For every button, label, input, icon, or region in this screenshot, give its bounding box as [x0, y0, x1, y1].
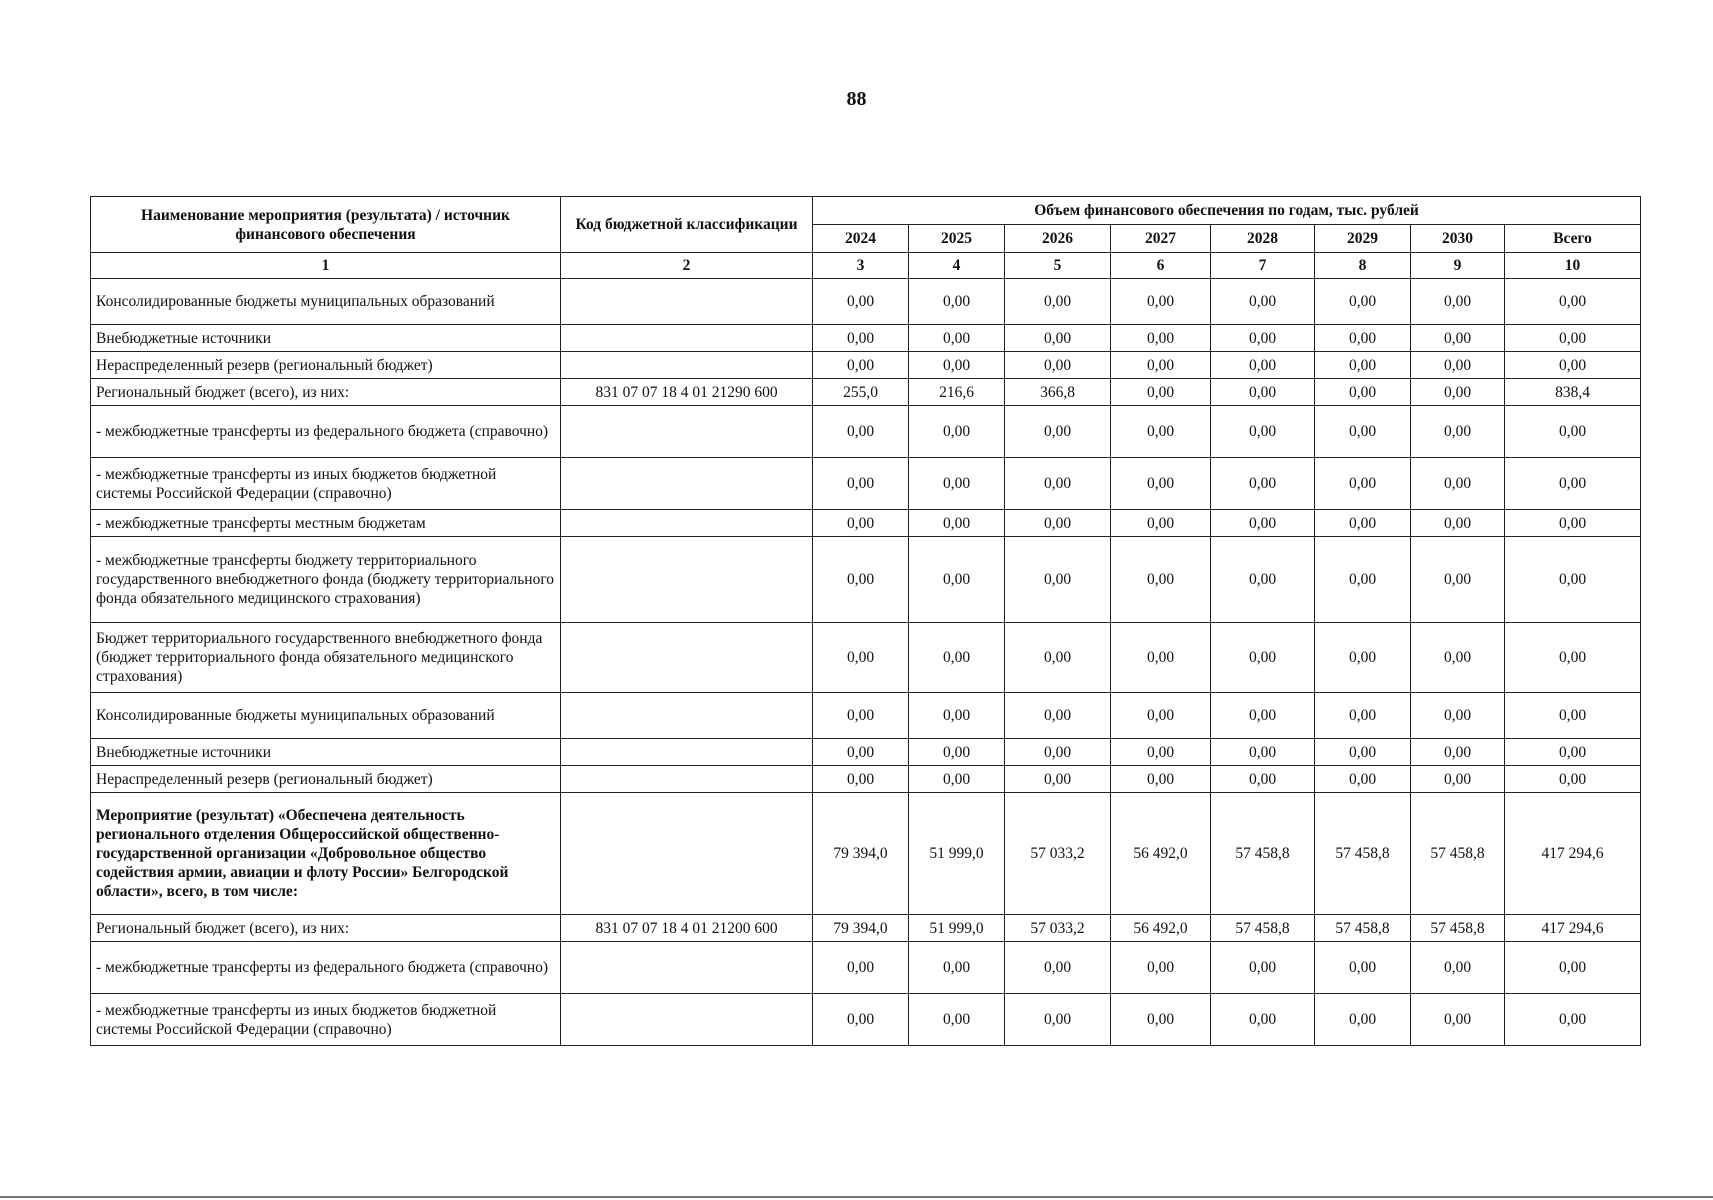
- column-number-cell: 2: [561, 253, 813, 279]
- column-number-cell: 1: [91, 253, 561, 279]
- row-value-cell: 0,00: [1315, 623, 1411, 693]
- row-value-cell: 0,00: [813, 510, 909, 537]
- table-row: [91, 406, 1641, 458]
- row-value-cell: 838,4: [1505, 379, 1641, 406]
- row-name-cell: - межбюджетные трансферты из федерального бюджета (справочно): [91, 406, 561, 458]
- row-value-cell: 0,00: [1505, 623, 1641, 693]
- row-code-cell: [561, 510, 813, 537]
- column-number-cell: 7: [1211, 253, 1315, 279]
- row-name-cell: Бюджет территориального государственного внебюджетного фонда (бюджет территориального фонда обязательного медицинского страхования): [91, 623, 561, 693]
- row-value-cell: 0,00: [1211, 352, 1315, 379]
- row-value-cell: 0,00: [1411, 325, 1505, 352]
- row-value-cell: 0,00: [1005, 537, 1111, 623]
- row-value-cell: 57 033,2: [1005, 915, 1111, 942]
- row-value-cell: 57 033,2: [1005, 793, 1111, 915]
- row-value-cell: 0,00: [1005, 623, 1111, 693]
- row-value-cell: 56 492,0: [1111, 793, 1211, 915]
- header-name-column: Наименование мероприятия (результата) / источник финансового обеспечения: [91, 197, 561, 253]
- row-value-cell: 0,00: [1211, 510, 1315, 537]
- row-value-cell: 0,00: [1411, 352, 1505, 379]
- row-value-cell: 0,00: [1111, 279, 1211, 325]
- row-name-cell: - межбюджетные трансферты из федерального бюджета (справочно): [91, 942, 561, 994]
- row-value-cell: 0,00: [909, 994, 1005, 1046]
- table-body: [91, 279, 1641, 1046]
- row-value-cell: 0,00: [1211, 458, 1315, 510]
- row-value-cell: 0,00: [1315, 994, 1411, 1046]
- row-value-cell: 0,00: [1111, 406, 1211, 458]
- row-code-cell: [561, 279, 813, 325]
- row-value-cell: 57 458,8: [1211, 915, 1315, 942]
- row-value-cell: 0,00: [813, 942, 909, 994]
- table-row: [91, 537, 1641, 623]
- row-value-cell: 0,00: [1315, 537, 1411, 623]
- table-row: [91, 942, 1641, 994]
- row-value-cell: 0,00: [1211, 994, 1315, 1046]
- row-value-cell: 0,00: [1111, 325, 1211, 352]
- row-name-cell: Консолидированные бюджеты муниципальных образований: [91, 279, 561, 325]
- row-value-cell: 57 458,8: [1411, 793, 1505, 915]
- row-name-cell: Внебюджетные источники: [91, 325, 561, 352]
- row-value-cell: 0,00: [1411, 379, 1505, 406]
- row-code-cell: [561, 793, 813, 915]
- row-value-cell: 0,00: [1111, 942, 1211, 994]
- row-code-cell: [561, 325, 813, 352]
- table-row: [91, 458, 1641, 510]
- row-value-cell: 0,00: [1505, 458, 1641, 510]
- row-name-cell: Консолидированные бюджеты муниципальных образований: [91, 693, 561, 739]
- page-number: 88: [846, 88, 867, 110]
- row-code-cell: 831 07 07 18 4 01 21290 600: [561, 379, 813, 406]
- row-value-cell: 0,00: [1211, 739, 1315, 766]
- column-number-cell: 10: [1505, 253, 1641, 279]
- row-value-cell: 0,00: [909, 537, 1005, 623]
- row-value-cell: 0,00: [1111, 623, 1211, 693]
- row-value-cell: 0,00: [1111, 379, 1211, 406]
- row-name-cell: Внебюджетные источники: [91, 739, 561, 766]
- row-value-cell: 0,00: [909, 352, 1005, 379]
- row-value-cell: 79 394,0: [813, 915, 909, 942]
- row-value-cell: 0,00: [813, 766, 909, 793]
- header-volume-column: Объем финансового обеспечения по годам, тыс. рублей: [813, 197, 1641, 225]
- row-code-cell: [561, 994, 813, 1046]
- row-value-cell: 0,00: [1411, 406, 1505, 458]
- row-value-cell: 0,00: [813, 458, 909, 510]
- row-value-cell: 79 394,0: [813, 793, 909, 915]
- row-value-cell: 0,00: [909, 766, 1005, 793]
- row-value-cell: 0,00: [909, 942, 1005, 994]
- table-row: [91, 623, 1641, 693]
- row-code-cell: [561, 623, 813, 693]
- row-value-cell: 0,00: [1411, 537, 1505, 623]
- row-value-cell: 0,00: [1111, 510, 1211, 537]
- row-value-cell: 0,00: [1111, 739, 1211, 766]
- row-value-cell: 0,00: [909, 739, 1005, 766]
- header-year-cell: 2028: [1211, 225, 1315, 253]
- header-year-cell: 2030: [1411, 225, 1505, 253]
- row-value-cell: 0,00: [1111, 994, 1211, 1046]
- table-row: [91, 279, 1641, 325]
- row-value-cell: 0,00: [1411, 510, 1505, 537]
- row-value-cell: 0,00: [1505, 510, 1641, 537]
- column-number-cell: 9: [1411, 253, 1505, 279]
- row-value-cell: 0,00: [1005, 279, 1111, 325]
- row-value-cell: 0,00: [1211, 279, 1315, 325]
- row-value-cell: 56 492,0: [1111, 915, 1211, 942]
- row-value-cell: 0,00: [1315, 406, 1411, 458]
- row-value-cell: 0,00: [1111, 458, 1211, 510]
- header-year-cell: 2029: [1315, 225, 1411, 253]
- row-code-cell: 831 07 07 18 4 01 21200 600: [561, 915, 813, 942]
- row-value-cell: 0,00: [1005, 458, 1111, 510]
- row-value-cell: 0,00: [1411, 766, 1505, 793]
- table-row: [91, 766, 1641, 793]
- row-value-cell: 0,00: [1315, 325, 1411, 352]
- table-row: [91, 793, 1641, 915]
- row-value-cell: 417 294,6: [1505, 915, 1641, 942]
- page-edge-divider: [0, 1196, 1713, 1198]
- row-value-cell: 51 999,0: [909, 793, 1005, 915]
- row-name-cell: - межбюджетные трансферты из иных бюджетов бюджетной системы Российской Федерации (справочно): [91, 994, 561, 1046]
- row-value-cell: 0,00: [813, 325, 909, 352]
- row-value-cell: 51 999,0: [909, 915, 1005, 942]
- row-value-cell: 0,00: [909, 458, 1005, 510]
- row-value-cell: 0,00: [1315, 942, 1411, 994]
- row-value-cell: 0,00: [1315, 379, 1411, 406]
- row-value-cell: 417 294,6: [1505, 793, 1641, 915]
- row-value-cell: 0,00: [813, 352, 909, 379]
- row-value-cell: 0,00: [813, 994, 909, 1046]
- row-value-cell: 0,00: [813, 279, 909, 325]
- row-value-cell: 0,00: [909, 406, 1005, 458]
- row-value-cell: 0,00: [909, 623, 1005, 693]
- row-value-cell: 57 458,8: [1315, 793, 1411, 915]
- row-value-cell: 0,00: [1315, 279, 1411, 325]
- row-name-cell: Нераспределенный резерв (региональный бюджет): [91, 766, 561, 793]
- row-value-cell: 0,00: [1411, 458, 1505, 510]
- row-value-cell: 0,00: [1505, 537, 1641, 623]
- budget-table: [90, 196, 1641, 1046]
- row-value-cell: 0,00: [1111, 693, 1211, 739]
- table-row: [91, 915, 1641, 942]
- row-value-cell: 0,00: [1211, 942, 1315, 994]
- row-value-cell: 0,00: [1211, 693, 1315, 739]
- row-value-cell: 0,00: [1411, 623, 1505, 693]
- row-value-cell: 0,00: [1111, 537, 1211, 623]
- row-value-cell: 0,00: [1505, 766, 1641, 793]
- row-name-cell: Нераспределенный резерв (региональный бюджет): [91, 352, 561, 379]
- row-value-cell: 0,00: [1411, 739, 1505, 766]
- header-year-cell: 2024: [813, 225, 909, 253]
- row-value-cell: 0,00: [1005, 994, 1111, 1046]
- row-value-cell: 0,00: [1505, 693, 1641, 739]
- header-year-cell: Всего: [1505, 225, 1641, 253]
- table-row: [91, 379, 1641, 406]
- row-value-cell: 0,00: [1005, 693, 1111, 739]
- row-name-cell: Региональный бюджет (всего), из них:: [91, 379, 561, 406]
- row-value-cell: 0,00: [1315, 739, 1411, 766]
- column-number-cell: 3: [813, 253, 909, 279]
- row-value-cell: 0,00: [1005, 325, 1111, 352]
- row-value-cell: 0,00: [1211, 325, 1315, 352]
- row-value-cell: 0,00: [813, 537, 909, 623]
- row-value-cell: 0,00: [813, 693, 909, 739]
- row-value-cell: 0,00: [909, 693, 1005, 739]
- row-value-cell: 0,00: [1411, 693, 1505, 739]
- row-value-cell: 255,0: [813, 379, 909, 406]
- row-value-cell: 0,00: [1005, 739, 1111, 766]
- row-value-cell: 0,00: [1211, 537, 1315, 623]
- row-value-cell: 0,00: [1315, 458, 1411, 510]
- row-code-cell: [561, 739, 813, 766]
- row-value-cell: 0,00: [813, 739, 909, 766]
- row-value-cell: 0,00: [1505, 942, 1641, 994]
- row-code-cell: [561, 942, 813, 994]
- header-year-cell: 2026: [1005, 225, 1111, 253]
- row-value-cell: 0,00: [1505, 352, 1641, 379]
- row-value-cell: 0,00: [1211, 623, 1315, 693]
- row-value-cell: 0,00: [1005, 352, 1111, 379]
- row-value-cell: 0,00: [1005, 406, 1111, 458]
- row-code-cell: [561, 458, 813, 510]
- row-code-cell: [561, 537, 813, 623]
- column-number-cell: 6: [1111, 253, 1211, 279]
- row-value-cell: 0,00: [1211, 766, 1315, 793]
- row-value-cell: 216,6: [909, 379, 1005, 406]
- row-code-cell: [561, 766, 813, 793]
- row-value-cell: 0,00: [1411, 942, 1505, 994]
- row-value-cell: 0,00: [1505, 325, 1641, 352]
- table-header: [91, 197, 1641, 279]
- row-name-cell: - межбюджетные трансферты местным бюджетам: [91, 510, 561, 537]
- row-value-cell: 0,00: [909, 510, 1005, 537]
- row-value-cell: 0,00: [1315, 693, 1411, 739]
- row-value-cell: 0,00: [1411, 994, 1505, 1046]
- row-code-cell: [561, 693, 813, 739]
- row-value-cell: 0,00: [1505, 406, 1641, 458]
- row-value-cell: 0,00: [1005, 942, 1111, 994]
- table-row: [91, 325, 1641, 352]
- row-value-cell: 0,00: [1211, 406, 1315, 458]
- row-name-cell: Региональный бюджет (всего), из них:: [91, 915, 561, 942]
- row-value-cell: 0,00: [1005, 766, 1111, 793]
- header-year-cell: 2027: [1111, 225, 1211, 253]
- row-name-cell: - межбюджетные трансферты из иных бюджетов бюджетной системы Российской Федерации (справочно): [91, 458, 561, 510]
- row-value-cell: 0,00: [813, 623, 909, 693]
- row-value-cell: 0,00: [1505, 279, 1641, 325]
- row-value-cell: 57 458,8: [1211, 793, 1315, 915]
- row-value-cell: 57 458,8: [1411, 915, 1505, 942]
- row-value-cell: 0,00: [1111, 766, 1211, 793]
- header-column-numbers-row: [91, 253, 1641, 279]
- table-row: [91, 693, 1641, 739]
- row-value-cell: 57 458,8: [1315, 915, 1411, 942]
- table-row: [91, 510, 1641, 537]
- column-number-cell: 8: [1315, 253, 1411, 279]
- row-name-cell: - межбюджетные трансферты бюджету территориального государственного внебюджетного фонда (бюджету территориального фонда обязательного медицинского страхования): [91, 537, 561, 623]
- row-value-cell: 0,00: [1505, 739, 1641, 766]
- row-value-cell: 0,00: [813, 406, 909, 458]
- table-row: [91, 352, 1641, 379]
- row-code-cell: [561, 352, 813, 379]
- row-value-cell: 366,8: [1005, 379, 1111, 406]
- row-value-cell: 0,00: [1111, 352, 1211, 379]
- row-value-cell: 0,00: [1505, 994, 1641, 1046]
- column-number-cell: 4: [909, 253, 1005, 279]
- table-row: [91, 739, 1641, 766]
- row-value-cell: 0,00: [1005, 510, 1111, 537]
- table-row: [91, 994, 1641, 1046]
- row-value-cell: 0,00: [1315, 510, 1411, 537]
- row-value-cell: 0,00: [1315, 766, 1411, 793]
- header-year-cell: 2025: [909, 225, 1005, 253]
- row-code-cell: [561, 406, 813, 458]
- row-value-cell: 0,00: [909, 279, 1005, 325]
- row-name-cell: Мероприятие (результат) «Обеспечена деятельность регионального отделения Общероссийской общественно-государственной организации «Добровольное общество содействия армии, авиации и флоту России» Белгородской области», всего, в том числе:: [91, 793, 561, 915]
- row-value-cell: 0,00: [1411, 279, 1505, 325]
- row-value-cell: 0,00: [1211, 379, 1315, 406]
- row-value-cell: 0,00: [909, 325, 1005, 352]
- row-value-cell: 0,00: [1315, 352, 1411, 379]
- column-number-cell: 5: [1005, 253, 1111, 279]
- header-code-column: Код бюджетной классификации: [561, 197, 813, 253]
